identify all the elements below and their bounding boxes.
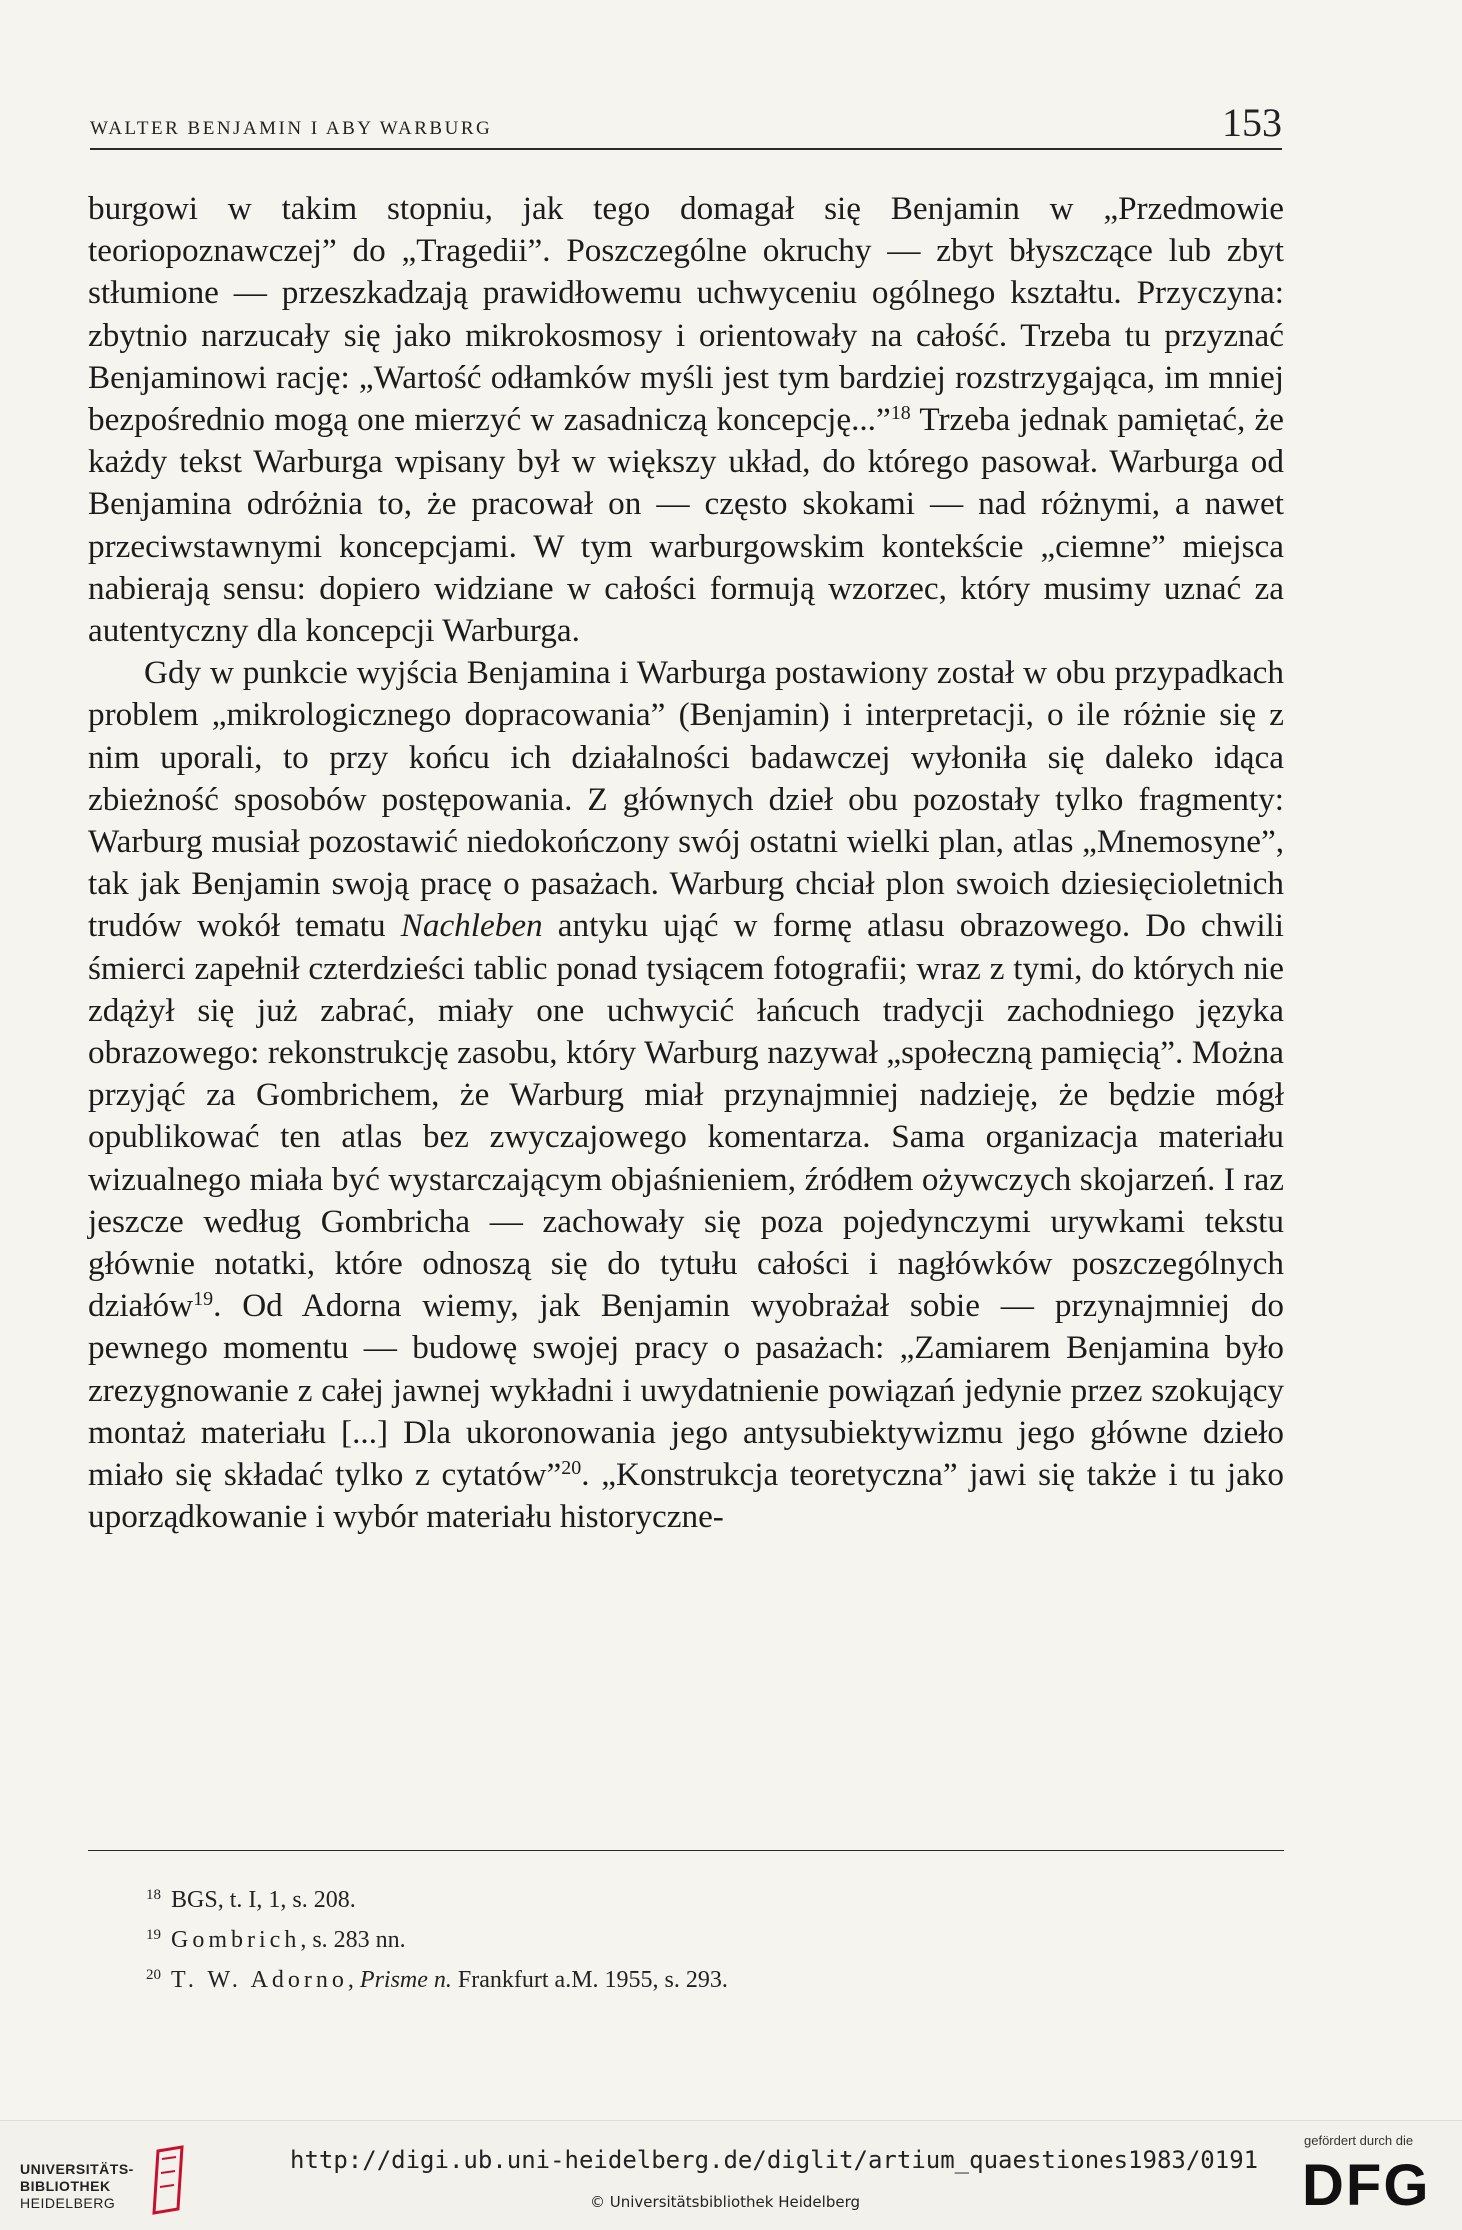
footnote-author: Gombrich xyxy=(171,1927,301,1953)
footnote-number: 20 xyxy=(146,1967,161,1983)
footnotes xyxy=(146,1878,1276,1998)
footnote-ref: 20 xyxy=(561,1457,582,1480)
viewer-footer xyxy=(0,2120,1462,2230)
dfg-logo: DFG xyxy=(1302,2153,1431,2218)
footnote-text: Frankfurt a.M. 1955, s. 293. xyxy=(451,1967,728,1993)
text-run: Gdy w punkcie wyjścia Benjamina i Warburga postawiony został w obu przypadkach problem „mikrologicznego dopracowania” (Benjamin) i interpretacji, o ile różnie się z nim uporali, to przy końcu ich działalności badawczej wyłoniła się daleko idąca zbieżność sposobów postępowania. Z głównych dzieł obu pozostały tylko fragmenty: Warburg musiał pozostawić niedokończony swój ostatni wielki plan, atlas „Mnemosyne”, tak jak Benjamin swoją pracę o pasażach. Warburg chciał plon swoich dziesięcioletnich trudów wokół tematu xyxy=(88,654,1284,945)
footnote-number: 18 xyxy=(146,1887,161,1903)
funding-caption: gefördert durch die xyxy=(1304,2133,1414,2148)
footnote-divider xyxy=(88,1850,1284,1851)
running-title: WALTER BENJAMIN I ABY WARBURG xyxy=(90,118,493,139)
copyright-notice: © Universitätsbibliothek Heidelberg xyxy=(590,2193,861,2211)
library-mark-icon xyxy=(150,2145,190,2215)
library-name-line: BIBLIOTHEK xyxy=(20,2178,111,2194)
footnote-text: , s. 283 nn. xyxy=(300,1927,406,1953)
text-run: antyku ująć w formę atlasu obrazowego. Do chwili śmierci zapełnił czterdzieści tablic ponad tysiącem fotografii; wraz z tymi, do których nie zdążył się już zabrać, miały one uchwycić łańcuch tradycji zachodniego języka obrazowego: rekonstrukcję zasobu, który Warburg nazywał „społeczną pamięcią”. Można przyjąć za Gombrichem, że Warburg miał przynajmniej nadzieję, że będzie mógł opublikować ten atlas bez zwyczajowego komentarza. Sama organizacja materiału wizualnego miała być wystarczającym objaśnieniem, źródłem ożywczych skojarzeń. I raz jeszcze według Gombricha — zachowały się poza pojedynczymi urywkami tekstu głównie notatki, które odnoszą się do tytułu całości i nagłówków poszczególnych działów xyxy=(88,907,1284,1325)
paragraph xyxy=(88,652,1284,1538)
footnote-text: BGS, t. I, 1, s. 208. xyxy=(171,1887,356,1913)
footnote-ref: 18 xyxy=(890,402,911,425)
footnote-author: T. W. Adorno xyxy=(171,1967,348,1993)
text-run: burgowi w takim stopniu, jak tego domagał się Benjamin w „Przedmowie teoriopoznawczej” do „Tragedii”. Poszczególne okruchy — zbyt błyszczące lub zbyt stłumione — przeszkadzają prawidłowemu uchwyceniu ogólnego kształtu. Przyczyna: zbytnio narzucały się jako mikrokosmosy i orientowały na całość. Trzeba tu przyznać Benjaminowi rację: „Wartość odłamków myśli jest tym bardziej rozstrzygająca, im mniej bezpośrednio mogą one mierzyć w zasadniczą koncepcję...” xyxy=(88,190,1284,439)
text-run: Trzeba jednak pamiętać, że każdy tekst Warburga wpisany był w większy układ, do którego pasował. Warburga od Benjamina odróżnia to, że pracował on — często skokami — nad różnymi, a nawet przeciwstawnymi koncepcjami. W tym warburgowskim kontekście „ciemne” miejsca nabierają sensu: dopiero widziane w całości formują wzorzec, który musimy uznać za autentyczny dla koncepcji Warburga. xyxy=(88,401,1284,650)
library-name-line: HEIDELBERG xyxy=(20,2195,116,2211)
footnote-20: $^{20}$ T. W. Adorno, Prisme n. Frankfurt a.M. 1955, s. 293. xyxy=(146,1967,728,1993)
library-name-line: UNIVERSITÄTS- xyxy=(20,2161,134,2177)
text-run: . Od Adorna wiemy, jak Benjamin wyobrażał sobie — przynajmniej do pewnego momentu — budowę swojej pracy o pasażach: „Zamiarem Benjamina było zrezygnowanie z całej jawnej wykładni i uwydatnienie powiązań jedynie przez szokujący montaż materiału [...] Dla ukoronowania jego antysubiektywizmu jego główne dzieło miało się składać tylko z cytatów” xyxy=(88,1287,1284,1494)
running-head xyxy=(90,100,1282,150)
italic-term: Nachleben xyxy=(400,907,543,945)
footnote-ref: 19 xyxy=(193,1288,214,1311)
page-number: 153 xyxy=(1222,100,1282,145)
footnote-number: 19 xyxy=(146,1927,161,1943)
paragraph xyxy=(88,188,1284,652)
footnote-title: Prisme n. xyxy=(359,1967,452,1993)
permalink-url[interactable]: http://digi.ub.uni-heidelberg.de/diglit/artium_quaestiones1983/0191 xyxy=(290,2146,1259,2174)
footnote-19 xyxy=(146,1918,1276,1958)
footnote-18 xyxy=(146,1878,1276,1918)
dfg-badge[interactable] xyxy=(1296,2133,1446,2223)
library-name xyxy=(20,2161,134,2212)
body-text xyxy=(88,188,1284,1539)
text-run: . „Konstrukcja teoretyczna” jawi się także i tu jako uporządkowanie i wybór materiału historyczne- xyxy=(88,1456,1284,1536)
library-logo[interactable] xyxy=(20,2133,190,2213)
